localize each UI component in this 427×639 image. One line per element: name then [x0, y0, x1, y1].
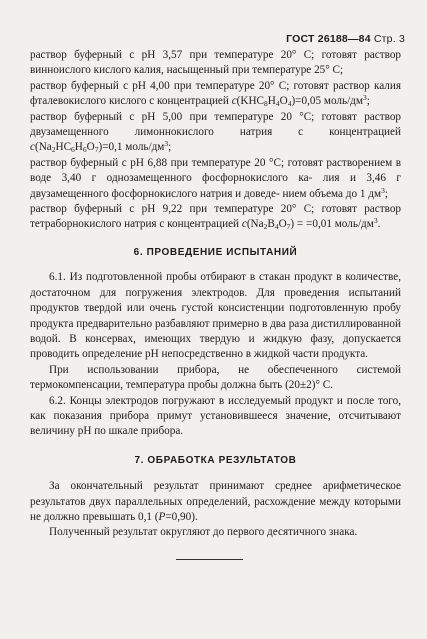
buffer-ph-500: раствор буферный с рН 5,00 при температуре 20 °С; готовят раствор двузамещенного лимоннокислого натрия с концентрацией $c(Na_2HC_6H_6O_7)=0,1$ моль/$дм^3$;	[30, 110, 402, 155]
section-6-heading: 6. ПРОВЕДЕНИЕ ИСПЫТАНИЙ	[133, 246, 298, 258]
section-7-heading: 7. ОБРАБОТКА РЕЗУЛЬТАТОВ	[134, 454, 297, 466]
paragraph-6-2: 6.2. Концы электродов погружают в исследуемый продукт и после того, как показания прибора примут установившееся значение, отсчитывают величину рН по шкале прибора.	[30, 394, 401, 438]
document-body	[30, 48, 401, 541]
standard-number: ГОСТ 26188—84	[286, 33, 371, 45]
paragraph-6-1: 6.1. Из подготовленной пробы отбирают в стакан продукт в количестве, достаточном для погружения электродов. Для проведения испытаний продуктов твердой или очень густой консистенции подготовленную пробу продукта предварительно разбавляют примерно в два раза дистиллированной водой. В консервах, имеющих твердую и жидкую фазу, допускается проводить определение рН непосредственно в жидкой части продукта.	[30, 271, 401, 361]
end-rule	[176, 559, 243, 560]
buffer-ph-922: раствор буферный с рН 9,22 при температуре 20° С; готовят раствор тетраборнокислого натрия с концентрацией $c(Na_2B_4O_7) = =0,01$ моль/$дм^3$.	[30, 203, 402, 232]
paragraph-7-2: Полученный результат округляют до первого десятичного знака.	[49, 526, 358, 539]
buffer-ph-400: раствор буферный с рН 4,00 при температуре 20° С; готовят раствор калия фталевокислого кислого с концентрацией $c(KHC_8H_4O_4)=0,05$ моль/$дм^3$;	[30, 79, 402, 109]
page-header	[286, 33, 405, 45]
buffer-ph-688: раствор буферный с рН 6,88 при температуре 20 °С; готовят растворением в воде 3,40 г однозамещенного фосфорнокислого ка- лия и 3,46 г двузамещенного фосфорнокислого натрия и доведе- нием объема до 1 $дм^3$;	[30, 156, 402, 200]
page-number: Стр. 3	[373, 33, 405, 45]
paragraph-6-1-note: При использовании прибора, не обеспеченного системой термокомпенсации, температура пробы должна быть (20±2)° С.	[30, 363, 401, 392]
buffer-ph-357: раствор буферный с рН 3,57 при температуре 20° С; готовят раствор винноислого кислого калия, насыщенный при температуре 25° С;	[30, 49, 402, 77]
paragraph-7-1: За окончательный результат принимают среднее арифметическое результатов двух параллельных определений, расхождение между которыми не должно превышать 0,1 (P=0,90).	[30, 480, 401, 523]
